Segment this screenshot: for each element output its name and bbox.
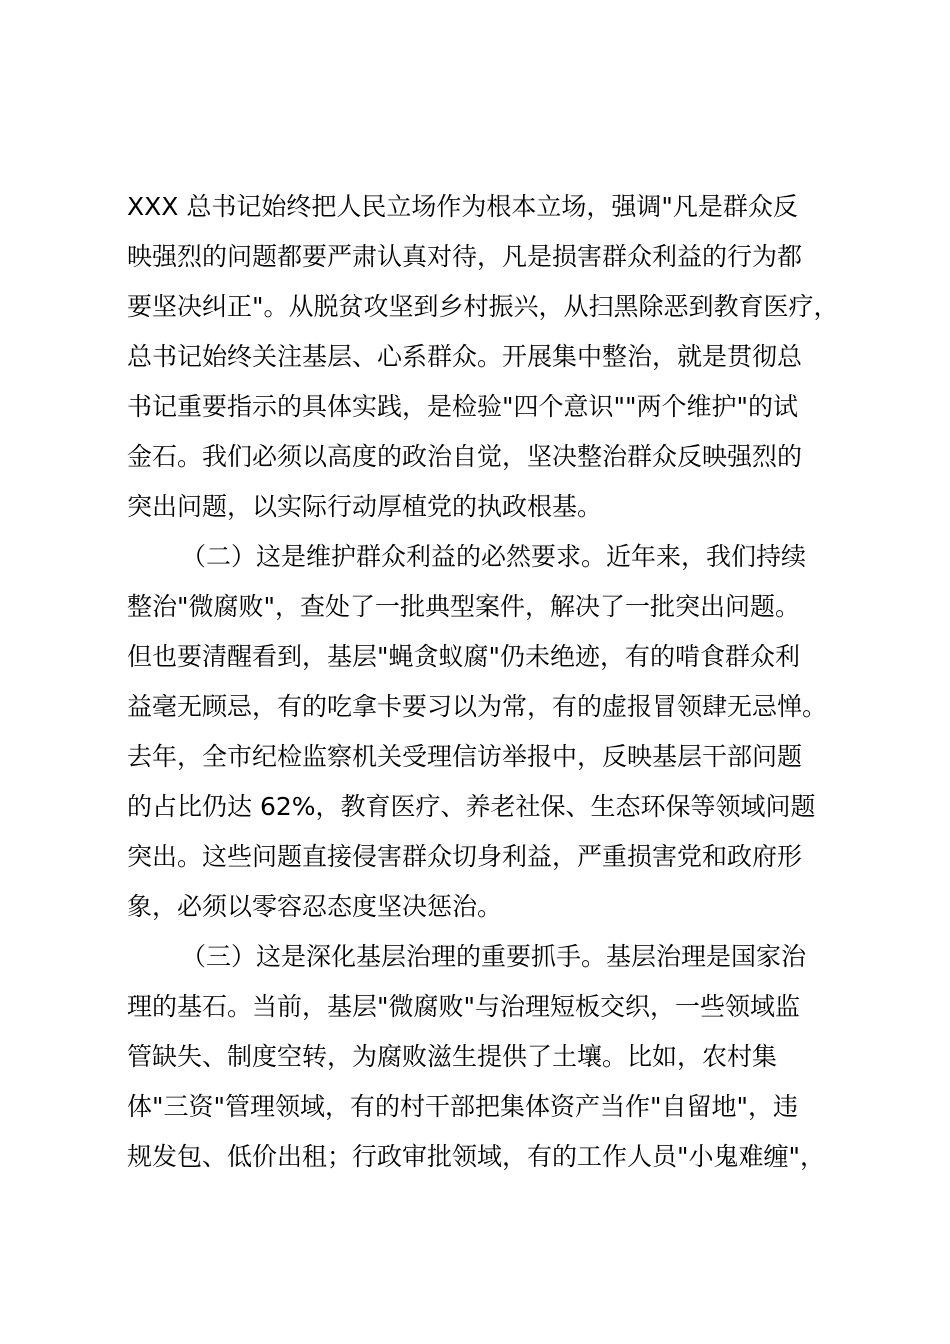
text-line: 但也要清醒看到，基层"蝇贪蚁腐"仍未绝迹，有的啃食群众利 — [127, 642, 801, 671]
text-line: 突出。这些问题直接侵害群众切身利益，严重损害党和政府形 — [127, 842, 803, 871]
text-line: 映强烈的问题都要严肃认真对待，凡是损害群众利益的行为都 — [127, 242, 803, 271]
text-line: 整治"微腐败"，查处了一批典型案件，解决了一批突出问题。 — [127, 592, 801, 621]
body-text — [127, 182, 847, 1182]
text-line: 总书记始终关注基层、心系群众。开展集中整治，就是贯彻总 — [127, 342, 803, 371]
text-line: 书记重要指示的具体实践，是检验"四个意识""两个维护"的试 — [127, 392, 798, 421]
text-line: 金石。我们必须以高度的政治自觉，坚决整治群众反映强烈的 — [127, 442, 803, 471]
text-line: 理的基石。当前，基层"微腐败"与治理短板交织，一些领域监 — [127, 992, 801, 1021]
text-line: 的占比仍达 62%，教育医疗、养老社保、生态环保等领域问题 — [127, 792, 816, 821]
text-line: 突出问题，以实际行动厚植党的执政根基。 — [127, 492, 603, 521]
text-line: 规发包、低价出租；行政审批领域，有的工作人员"小鬼难缠"， — [127, 1142, 826, 1171]
text-line: 要坚决纠正"。从脱贫攻坚到乡村振兴，从扫黑除恶到教育医疗， — [127, 292, 839, 321]
section-three-heading-line: （三）这是深化基层治理的重要抓手。基层治理是国家治 — [181, 942, 807, 971]
text-line: 去年，全市纪检监察机关受理信访举报中，反映基层干部问题 — [127, 742, 803, 771]
text-line: 管缺失、制度空转，为腐败滋生提供了土壤。比如，农村集 — [127, 1042, 778, 1071]
text-line: XXX 总书记始终把人民立场作为根本立场，强调"凡是群众反 — [127, 192, 798, 221]
text-line: 象，必须以零容忍态度坚决惩治。 — [127, 892, 503, 921]
section-two-heading-line: （二）这是维护群众利益的必然要求。近年来，我们持续 — [181, 542, 807, 571]
text-line: 体"三资"管理领域，有的村干部把集体资产当作"自留地"，违 — [127, 1092, 798, 1121]
text-line: 益毫无顾忌，有的吃拿卡要习以为常，有的虚报冒领肆无忌惮。 — [127, 692, 828, 721]
